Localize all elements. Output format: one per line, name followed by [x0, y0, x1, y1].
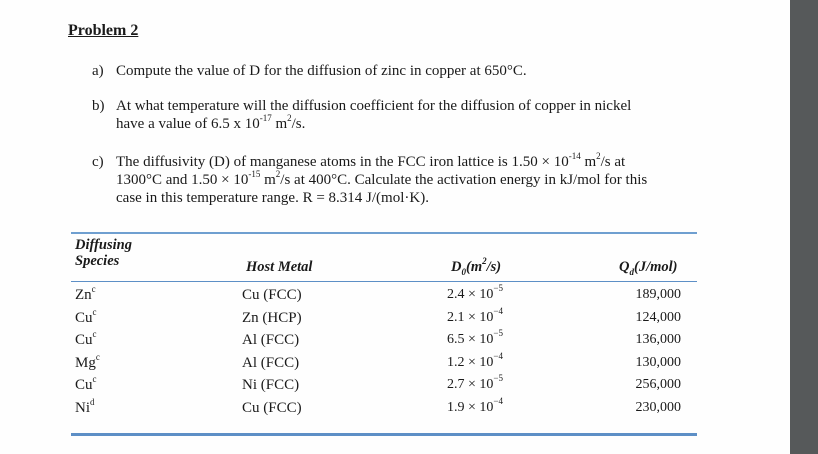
- d0-cell: $2.4 \times 10^{-5}$: [447, 283, 503, 302]
- header-host-metal: Host Metal: [246, 259, 313, 275]
- host-metal-cell: Cu (FCC): [242, 399, 302, 416]
- question-b-line-2: have a value of 6.5 x $10^{-17}$ $m^2/s$.: [116, 113, 306, 132]
- qd-cell: 256,000: [635, 377, 681, 392]
- header-diffusing-species: Diffusing Species: [75, 237, 132, 269]
- table-header-rule: [71, 281, 697, 282]
- table-row: [71, 350, 697, 380]
- question-c-line-2: 1300°C and $1.50 \times 10^{-15}$ $m^2/s$ at 400°C. Calculate the activation energy in kJ/mol for this: [116, 169, 648, 188]
- host-metal-cell: Ni (FCC): [242, 377, 300, 393]
- host-metal-cell: Al (FCC): [242, 332, 300, 348]
- table-row: [71, 395, 697, 425]
- species-cell: Cu$^c$: [75, 329, 97, 348]
- table-row: [71, 283, 697, 312]
- qd-cell: 130,000: [635, 354, 681, 370]
- host-metal-cell: Al (FCC): [242, 354, 300, 371]
- qd-cell: 136,000: [635, 332, 681, 347]
- question-a-label: a): [92, 63, 104, 79]
- header-qd: $Q_d(J/mol)$: [619, 259, 678, 277]
- species-cell: Cu$^c$: [75, 306, 97, 326]
- qd-cell: 189,000: [635, 287, 681, 302]
- table-top-rule: [71, 232, 697, 234]
- problem-title: Problem 2: [68, 22, 139, 39]
- table-row: [71, 373, 697, 402]
- d0-cell: $6.5 \times 10^{-5}$: [447, 328, 503, 347]
- host-metal-cell: Zn (HCP): [242, 309, 302, 326]
- question-b-line-1: At what temperature will the diffusion coefficient for the diffusion of copper in nickel: [116, 98, 632, 114]
- species-cell: Mg$^c$: [75, 351, 100, 371]
- header-d0: $D_0(m^2/s)$: [451, 256, 502, 277]
- d0-cell: $2.1 \times 10^{-4}$: [447, 305, 503, 325]
- question-c-line-3: case in this temperature range. R = 8.314 J/(mol·K).: [116, 190, 429, 206]
- table-row: [71, 328, 697, 357]
- window-side-panel: [790, 0, 818, 454]
- d0-cell: $2.7 \times 10^{-5}$: [447, 373, 503, 392]
- table-bottom-rule: [71, 433, 697, 436]
- question-c-line-1: The diffusivity (D) of manganese atoms in the FCC iron lattice is $1.50 \times 10^{-14}$ $m^2/s$ at: [116, 151, 626, 170]
- question-b-label: b): [92, 98, 105, 114]
- table-row: [71, 305, 697, 335]
- qd-cell: 230,000: [635, 399, 681, 415]
- question-a-text: Compute the value of D for the diffusion of zinc in copper at 650°C.: [116, 63, 527, 79]
- species-cell: Zn$^c$: [75, 284, 96, 303]
- question-c-label: c): [92, 154, 104, 170]
- d0-cell: $1.2 \times 10^{-4}$: [447, 350, 503, 370]
- qd-cell: 124,000: [635, 309, 681, 325]
- species-cell: Ni$^d$: [75, 396, 95, 416]
- host-metal-cell: Cu (FCC): [242, 287, 302, 303]
- d0-cell: $1.9 \times 10^{-4}$: [447, 395, 503, 415]
- species-cell: Cu$^c$: [75, 374, 97, 393]
